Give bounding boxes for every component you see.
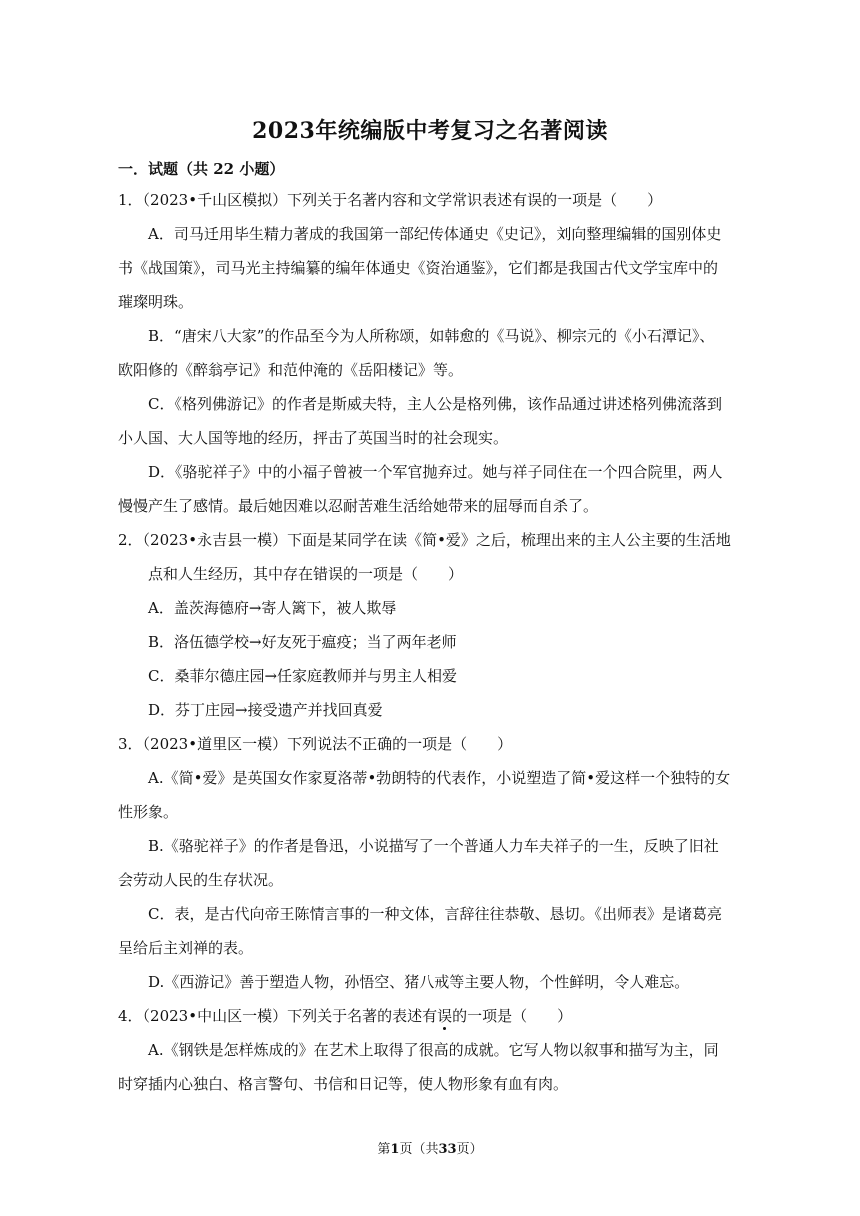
page-number: 1 <box>390 1142 400 1157</box>
question-1-stem: 1．（2023•千山区模拟）下列关于名著内容和文学常识表述有误的一项是（ ） <box>118 191 663 209</box>
question-3-stem: 3．（2023•道里区一模）下列说法不正确的一项是（ ） <box>118 735 513 753</box>
question-3-option-c: C．表，是古代向帝王陈情言事的一种文体，言辞往往恭敬、恳切。《出师表》是诸葛亮 <box>148 905 722 923</box>
question-3-option-c-cont: 呈给后主刘禅的表。 <box>118 939 254 957</box>
footer-text: 第 <box>377 1142 391 1157</box>
question-1-option-b-cont: 欧阳修的《醉翁亭记》和范仲淹的《岳阳楼记》等。 <box>118 361 464 379</box>
question-2-stem: 2．（2023•永吉县一模）下面是某同学在读《简•爱》之后，梳理出来的主人公主要的生活地 <box>118 531 731 549</box>
question-3-option-a: A.《简•爱》是英国女作家夏洛蒂•勃朗特的代表作，小说塑造了简•爱这样一个独特的女 <box>148 769 731 787</box>
document-title: 2023年统编版中考复习之名著阅读 <box>252 118 608 144</box>
question-1-option-c: C．《格列佛游记》的作者是斯威夫特，主人公是格列佛，该作品通过讲述格列佛流落到 <box>148 395 722 413</box>
question-2-option-b: B．洛伍德学校→好友死于瘟疫；当了两年老师 <box>148 633 457 651</box>
page-footer <box>0 1138 860 1157</box>
question-4-option-a-cont: 时穿插内心独白、格言警句、书信和日记等，使人物形象有血有肉。 <box>118 1075 569 1093</box>
footer-text: 页） <box>456 1142 483 1157</box>
question-2-option-a: A．盖茨海德府→寄人篱下，被人欺辱 <box>148 599 397 617</box>
question-4-option-a: A.《钢铁是怎样炼成的》在艺术上取得了很高的成就。它写人物以叙事和描写为主，同 <box>148 1041 719 1059</box>
question-2-option-d: D．芬丁庄园→接受遗产并找回真爱 <box>148 701 383 719</box>
question-1-option-d: D．《骆驼祥子》中的小福子曾被一个军官抛弃过。她与祥子同住在一个四合院里，两人 <box>148 463 723 481</box>
question-2-stem-cont: 点和人生经历，其中存在错误的一项是（ ） <box>148 565 464 583</box>
question-1-option-b: B．“唐宋八大家”的作品至今为人所称颂，如韩愈的《马说》、柳宗元的《小石潭记》、 <box>148 327 715 345</box>
emphasis-dot-char: 误 <box>437 1007 453 1025</box>
question-3-option-b-cont: 会劳动人民的生存状况。 <box>118 871 284 889</box>
question-1-option-a: A．司马迁用毕生精力著成的我国第一部纪传体通史《史记》，刘向整理编辑的国别体史 <box>148 225 722 243</box>
question-1-option-a-cont: 璀璨明珠。 <box>118 293 194 311</box>
question-3-option-a-cont: 性形象。 <box>118 803 179 821</box>
question-4-stem-text: 的一项是（ ） <box>452 1007 573 1025</box>
section-heading: 一．试题（共 22 小题） <box>118 160 285 178</box>
page-total: 33 <box>438 1142 457 1157</box>
question-1-option-c-cont: 小人国、大人国等地的经历，抨击了英国当时的社会现实。 <box>118 429 509 447</box>
question-4-stem-text: 4．（2023•中山区一模）下列关于名著的表述有 <box>118 1007 438 1025</box>
question-1-option-d-cont: 慢慢产生了感情。最后她因难以忍耐苦难生活给她带来的屈辱而自杀了。 <box>118 497 599 515</box>
footer-text: 页（共 <box>399 1142 439 1157</box>
question-3-option-b: B.《骆驼祥子》的作者是鲁迅，小说描写了一个普通人力车夫祥子的一生，反映了旧社 <box>148 837 719 855</box>
question-3-option-d: D.《西游记》善于塑造人物，孙悟空、猪八戒等主要人物，个性鲜明，令人难忘。 <box>148 973 690 991</box>
question-4-stem <box>118 1006 572 1026</box>
question-2-option-c: C．桑菲尔德庄园→任家庭教师并与男主人相爱 <box>148 667 458 685</box>
question-1-option-a-cont: 书《战国策》，司马光主持编纂的编年体通史《资治通鉴》，它们都是我国古代文学宝库中的 <box>118 259 719 277</box>
